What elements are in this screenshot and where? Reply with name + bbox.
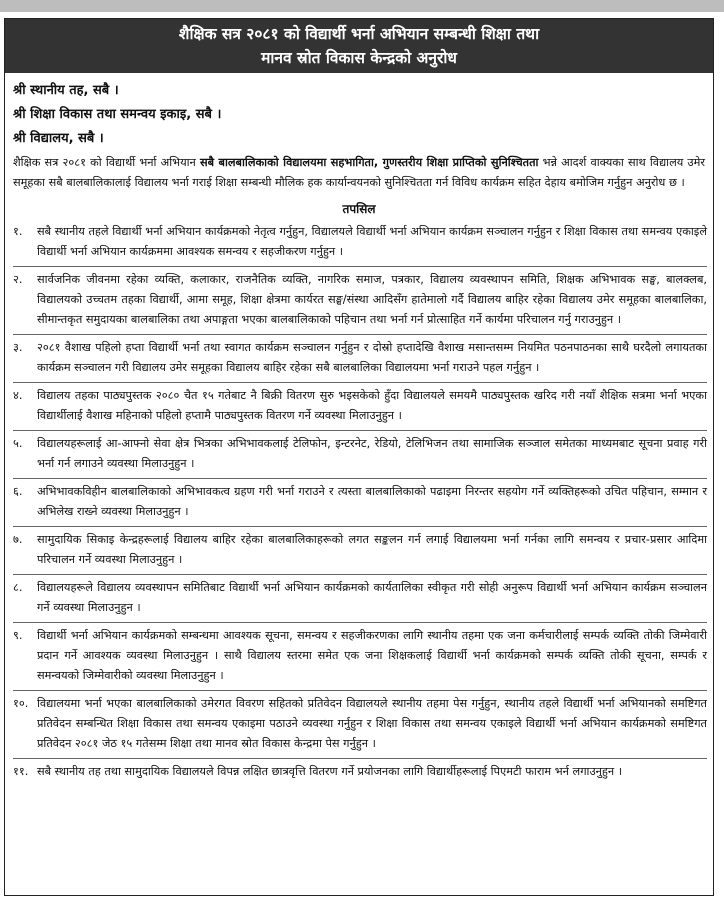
addressee-coordination-units: श्री शिक्षा विकास तथा समन्वय इकाइ, सबै । xyxy=(13,107,222,122)
list-item xyxy=(13,527,707,575)
list-item xyxy=(13,691,707,759)
list-item xyxy=(13,219,707,267)
header-title-line2: मानव स्रोत विकास केन्द्रको अनुरोध xyxy=(261,49,457,67)
item-text: विद्यालयहरूले विद्यालय व्यवस्थापन समितिबाट विद्यार्थी भर्ना अभियान कार्यक्रमको कार्यतालिका स्वीकृत गरी सोही अनुरूप विद्यार्थी भर्ना अभियान कार्यक्रम सञ्चालन गर्ने व्यवस्था मिलाउनुहुन । xyxy=(37,581,707,614)
item-text: सबै स्थानीय तहले विद्यार्थी भर्ना अभियान कार्यक्रमको नेतृत्व गर्नुहुन, विद्यालयले विद्यार्थी भर्ना अभियान कार्यक्रम सञ्चालन गर्नुहुन र शिक्षा विकास तथा समन्वय एकाइले विद्यार्थी भर्ना अभियान कार्यक्रममा आवश्यक समन्वय र सहजीकरण गर्नुहुन । xyxy=(37,225,707,258)
item-text: सबै स्थानीय तह तथा सामुदायिक विद्यालयले विपन्न लक्षित छात्रवृत्ति वितरण गर्ने प्रयोजनका लागि विद्यार्थीहरूलाई पिएमटी फाराम भर्न लगाउनुहुन । xyxy=(37,765,623,778)
item-number: २. xyxy=(13,273,23,286)
list-item xyxy=(13,479,707,527)
item-number: १. xyxy=(13,225,23,238)
item-text: विद्यालयहरूलाई आ-आफ्नो सेवा क्षेत्र भित्रका अभिभावकलाई टेलिफोन, इन्टरनेट, रेडियो, टेलिभिजन तथा सामाजिक सञ्जाल समेतका माध्यमबाट सूचना प्रवाह गरी भर्ना गर्न लगाउने व्यवस्था मिलाउनुहुन । xyxy=(37,437,707,470)
addressee-schools: श्री विद्यालय, सबै । xyxy=(13,131,104,146)
notice-header xyxy=(5,19,713,73)
header-title-line1: शैक्षिक सत्र २०८१ को विद्यार्थी भर्ना अभियान सम्बन्धी शिक्षा तथा xyxy=(178,25,540,43)
list-item xyxy=(13,759,707,786)
item-number: ५. xyxy=(13,437,23,450)
intro-slogan: सबै बालबालिकाको विद्यालयमा सहभागिता, गुणस्तरीय शिक्षा प्राप्तिको सुनिश्चितता xyxy=(199,156,539,169)
instruction-list xyxy=(5,219,713,786)
addressee-local-levels: श्री स्थानीय तह, सबै । xyxy=(13,83,119,98)
item-number: ३. xyxy=(13,341,23,354)
item-number: ७. xyxy=(13,533,23,546)
top-border-bar xyxy=(0,0,724,12)
intro-paragraph xyxy=(5,151,713,193)
notice-frame xyxy=(4,18,714,896)
intro-text-start: शैक्षिक सत्र २०८१ को विद्यार्थी भर्ना अभियान xyxy=(13,156,200,169)
item-text: विद्यालयमा भर्ना भएका बालबालिकाको उमेरगत विवरण सहितको प्रतिवेदन विद्यालयले स्थानीय तहमा पेस गर्नुहुन, स्थानीय तहले विद्यार्थी भर्ना अभियानको समष्टिगत प्रतिवेदन सम्बन्धित शिक्षा विकास तथा समन्वय एकाइमा पठाउने व्यवस्था गर्नुहुन र शिक्षा विकास तथा समन्वय एकाइले विद्यार्थी भर्ना अभियान कार्यक्रमको समष्टिगत प्रतिवेदन २०८१ जेठ १५ गतेसम्म शिक्षा तथा मानव स्रोत विकास केन्द्रमा पेस गर्नुहुन । xyxy=(37,697,707,750)
addressee-list xyxy=(5,73,713,151)
item-number: ६. xyxy=(13,485,23,498)
item-number: १०. xyxy=(13,697,29,710)
list-item xyxy=(13,383,707,431)
item-text: विद्यार्थी भर्ना अभियान कार्यक्रमको सम्बन्धमा आवश्यक सूचना, समन्वय र सहजीकरणका लागि स्थानीय तहमा एक जना कर्मचारीलाई सम्पर्क व्यक्ति तोकी जिम्मेवारी प्रदान गर्ने आवश्यक व्यवस्था मिलाउनुहुन । साथै विद्यालय स्तरमा समेत एक जना शिक्षकलाई विद्यार्थी भर्ना कार्यक्रमको सम्पर्क व्यक्ति तोकी सूचना, सम्पर्क र समन्वयको जिम्मेवारीको व्यवस्था मिलाउनुहुन । xyxy=(37,629,707,682)
list-item xyxy=(13,623,707,691)
section-title: तपसिल xyxy=(342,202,376,216)
item-text: विद्यालय तहका पाठ्यपुस्तक २०८० चैत १५ गतेबाट नै बिक्री वितरण सुरु भइसकेको हुँदा विद्यालयले समयमै पाठ्यपुस्तक खरिद गरी नयाँ शैक्षिक सत्रमा भर्ना भएका विद्यार्थीलाई वैशाख महिनाको पहिलो हप्तामै पाठ्यपुस्तक वितरण गर्ने व्यवस्था मिलाउनुहुन । xyxy=(37,389,707,422)
list-item xyxy=(13,335,707,383)
list-item xyxy=(13,431,707,479)
list-item xyxy=(13,267,707,335)
item-text: अभिभावकविहीन बालबालिकाको अभिभावकत्व ग्रहण गरी भर्ना गराउने र त्यस्ता बालबालिकाको पढाइमा निरन्तर सहयोग गर्ने व्यक्तिहरूको उचित पहिचान, सम्मान र अभिलेख राख्ने व्यवस्था मिलाउनुहुन । xyxy=(37,485,707,518)
item-number: ११. xyxy=(13,765,29,778)
item-number: ९. xyxy=(13,629,23,642)
list-item xyxy=(13,575,707,623)
item-text: २०८१ वैशाख पहिलो हप्ता विद्यार्थी भर्ना तथा स्वागत कार्यक्रम सञ्चालन गर्नुहुन र दोस्रो हप्तादेखि वैशाख मसान्तसम्म नियमित पठनपाठनका साथै घरदैलो लगायतका कार्यक्रम सञ्चालन गरी विद्यालय उमेर समूहका विद्यालय बाहिर रहेका सबै बालबालिका विद्यालयमा भर्ना गराउने पहल गर्नुहुन । xyxy=(37,341,707,374)
intro-text-end: भन्ने आदर्श वाक्यका साथ विद्यालय उमेर समूहका सबै बालबालिकालाई विद्यालय भर्ना गराई शिक्षा सम्बन्धी मौलिक हक कार्यान्वयनको सुनिश्चितता गर्न विविध कार्यक्रम सहित देहाय बमोजिम गर्नुहुन अनुरोध छ । xyxy=(13,156,706,189)
item-number: ४. xyxy=(13,389,23,402)
item-text: सार्वजनिक जीवनमा रहेका व्यक्ति, कलाकार, राजनैतिक व्यक्ति, नागरिक समाज, पत्रकार, विद्यालय व्यवस्थापन समिति, शिक्षक अभिभावक सङ्घ, बालक्लब, विद्यालयको उच्चतम तहका विद्यार्थी, आमा समूह, शिक्षा क्षेत्रमा कार्यरत सङ्घ/संस्था आदिसँग हातेमालो गर्दै विद्यालय बाहिर रहेका विद्यालय उमेर समूहका बालबालिका, सीमान्तकृत समुदायका बालबालिका तथा अपाङ्गता भएका बालबालिकाको पहिचान तथा भर्ना गर्न प्रोत्साहित गर्ने कार्यमा परिचालन गर्नु गराउनुहुन । xyxy=(37,273,707,326)
item-text: सामुदायिक सिकाइ केन्द्रहरूलाई विद्यालय बाहिर रहेका बालबालिकाहरूको लगत सङ्कलन गर्न लगाई विद्यालयमा भर्ना गर्नका लागि समन्वय र प्रचार-प्रसार आदिमा परिचालन गर्ने व्यवस्था मिलाउनुहुन । xyxy=(37,533,707,566)
item-number: ८. xyxy=(13,581,23,594)
